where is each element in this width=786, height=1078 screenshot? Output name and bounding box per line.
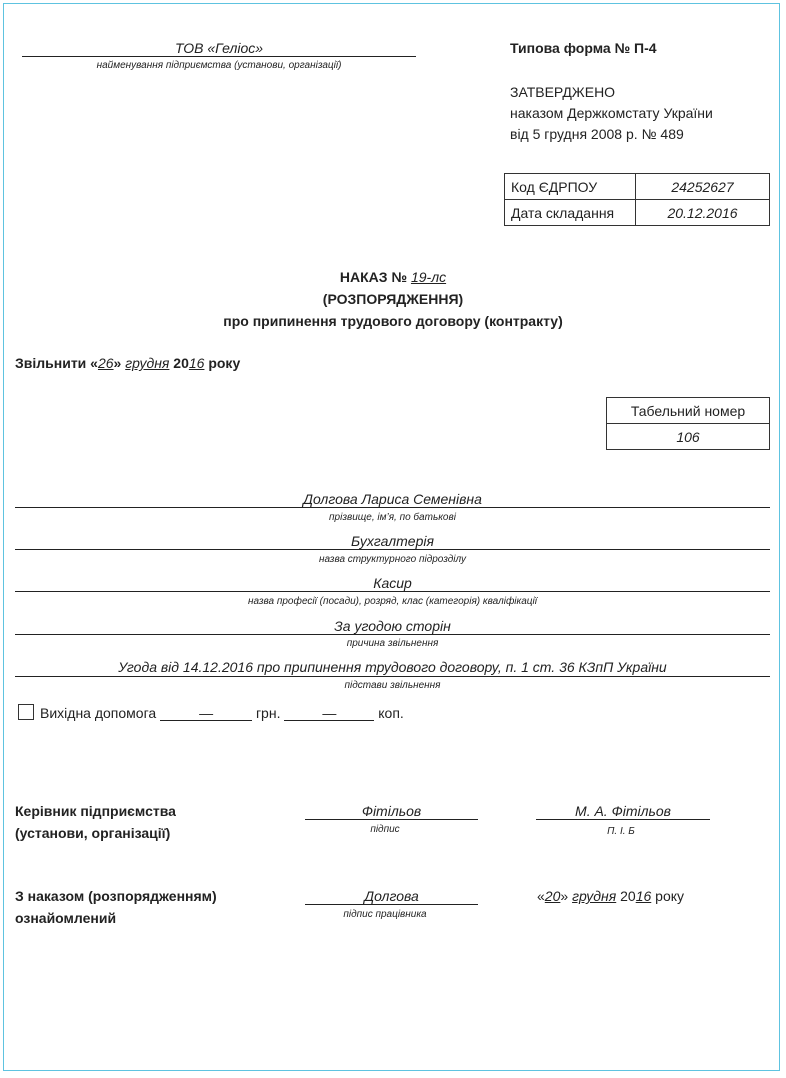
employee-name-caption: прізвище, ім’я, по батькові <box>329 512 456 523</box>
order-prefix: НАКАЗ № <box>339 269 411 285</box>
dismissal-basis-line <box>15 676 770 677</box>
ack-signature-caption: підпис працівника <box>343 909 427 920</box>
dismiss-suffix: року <box>204 355 241 371</box>
approved-date: від 5 грудня 2008 р. № 489 <box>510 126 684 142</box>
position-caption: назва професії (посади), розряд, клас (категорія) кваліфікації <box>248 596 537 607</box>
tab-number-label: Табельний номер <box>607 398 770 424</box>
tab-number-value: 106 <box>607 424 770 450</box>
date-label: Дата складання <box>505 200 636 226</box>
employee-name: Долгова Лариса Семенівна <box>303 491 482 507</box>
head-signature-caption: підпис <box>370 824 400 835</box>
head-label-2: (установи, організації) <box>15 825 171 841</box>
department-caption: назва структурного підрозділу <box>318 554 467 565</box>
severance-kop-value: — <box>284 706 374 721</box>
ack-month: грудня <box>572 888 617 904</box>
severance-kop-unit: коп. <box>378 705 404 721</box>
dismissal-reason: За угодою сторін <box>334 618 451 634</box>
dismiss-line <box>15 355 240 371</box>
org-name-line <box>22 56 416 57</box>
employee-name-line <box>15 507 770 508</box>
ack-label-1: З наказом (розпорядженням) <box>15 888 217 904</box>
severance-label: Вихідна допомога <box>40 705 157 721</box>
dismiss-year-prefix: 20 <box>169 355 189 371</box>
position: Касир <box>373 575 412 591</box>
dismissal-basis: Угода від 14.12.2016 про припинення трудового договору, п. 1 ст. 36 КЗпП України <box>118 659 667 675</box>
tab-number-table <box>606 397 770 450</box>
dismissal-reason-caption: причина звільнення <box>346 638 439 649</box>
head-name: М. А. Фітільов <box>575 803 671 819</box>
head-label-1: Керівник підприємства <box>15 803 176 819</box>
ack-signature-line <box>305 904 478 905</box>
org-caption: найменування підприємства (установи, організації) <box>96 60 342 71</box>
severance-uah-unit: грн. <box>255 705 281 721</box>
severance-checkbox[interactable] <box>18 704 34 720</box>
head-signature: Фітільов <box>361 803 422 819</box>
edrpou-value: 24252627 <box>636 174 770 200</box>
dismiss-prefix: Звільнити « <box>15 355 98 371</box>
ack-open-quote: « <box>537 888 545 904</box>
order-subtitle: (РОЗПОРЯДЖЕННЯ) <box>322 291 464 307</box>
ack-year-prefix: 20 <box>616 888 636 904</box>
department: Бухгалтерія <box>351 533 434 549</box>
ack-close-quote: » <box>560 888 573 904</box>
dismiss-month: грудня <box>125 355 170 371</box>
table-row <box>607 398 770 424</box>
ack-day: 20 <box>544 888 561 904</box>
order-title <box>0 269 786 285</box>
order-description: про припинення трудового договору (контракту) <box>223 313 563 329</box>
order-number: 19-лс <box>410 269 447 285</box>
dismiss-year-suffix: 16 <box>188 355 205 371</box>
date-value: 20.12.2016 <box>636 200 770 226</box>
codes-table <box>504 173 770 226</box>
ack-signature: Долгова <box>364 888 419 904</box>
table-row <box>607 424 770 450</box>
edrpou-label: Код ЄДРПОУ <box>505 174 636 200</box>
ack-year-suffix: 16 <box>635 888 652 904</box>
table-row <box>505 174 770 200</box>
dismiss-quote-close: » <box>113 355 126 371</box>
ack-suffix: року <box>651 888 685 904</box>
head-name-caption: П. І. Б <box>607 826 635 837</box>
dismissal-basis-caption: підстави звільнення <box>344 680 441 691</box>
ack-date <box>537 888 684 904</box>
severance-row <box>40 705 404 721</box>
department-line <box>15 549 770 550</box>
head-name-line <box>536 819 710 820</box>
approved-label: ЗАТВЕРДЖЕНО <box>510 84 616 100</box>
approved-by: наказом Держкомстату України <box>510 105 713 121</box>
table-row <box>505 200 770 226</box>
form-title: Типова форма № П-4 <box>510 40 657 56</box>
severance-uah-value: — <box>160 706 252 721</box>
head-signature-line <box>305 819 478 820</box>
dismissal-reason-line <box>15 634 770 635</box>
org-name: ТОВ «Геліос» <box>174 40 264 56</box>
position-line <box>15 591 770 592</box>
ack-label-2: ознайомлений <box>15 910 117 926</box>
dismiss-day: 26 <box>97 355 114 371</box>
